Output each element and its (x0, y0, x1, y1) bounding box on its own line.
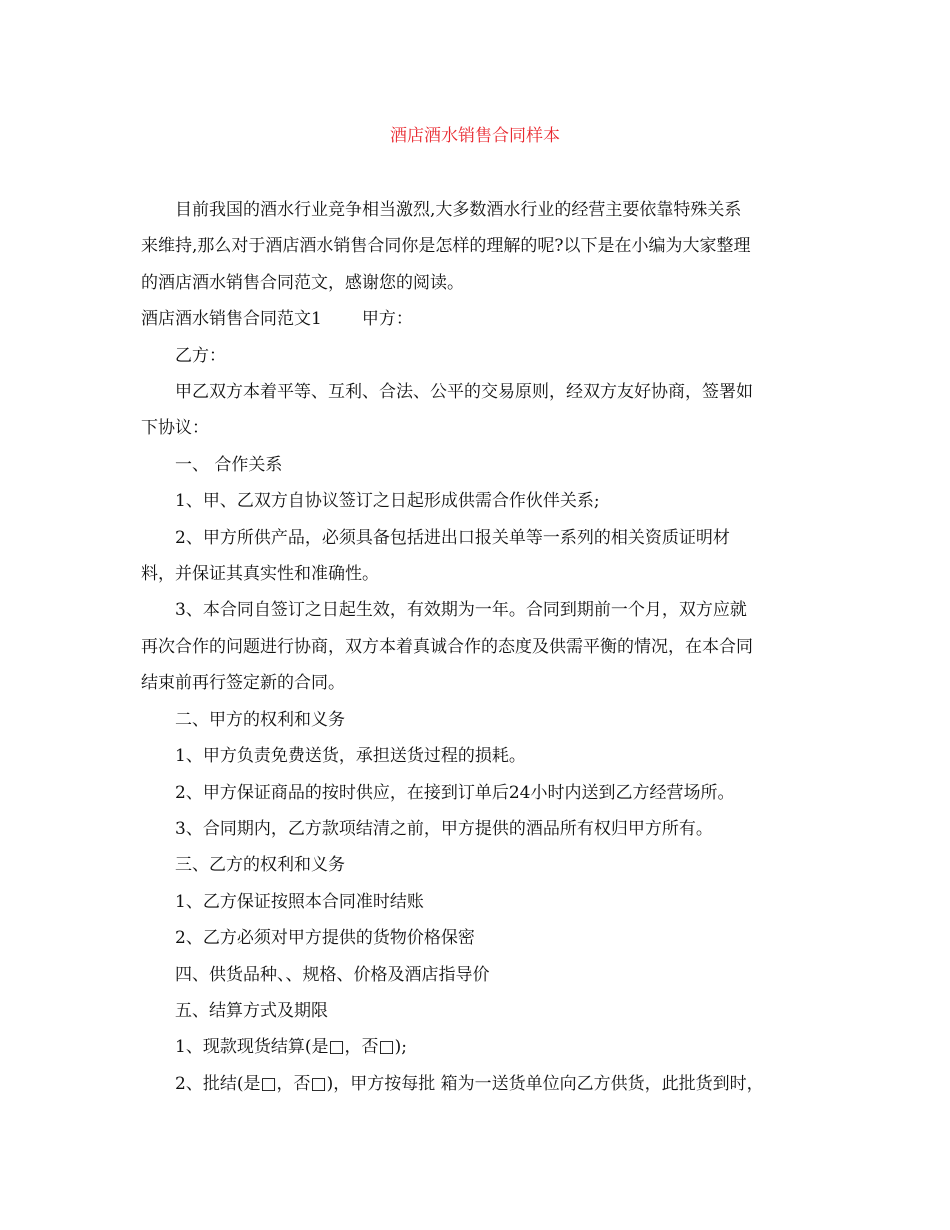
item-line: 3、本合同自签订之日起生效，有效期为一年。合同到期前一个月，双方应就 (175, 600, 747, 621)
preamble-paragraph (141, 374, 813, 447)
item-line: 2、甲方所供产品，必须具备包括进出口报关单等一系列的相关资质证明材 (175, 527, 730, 548)
section-1-title: 一、 合作关系 (175, 454, 283, 475)
intro-line: 的酒店酒水销售合同范文，感谢您的阅读。 (141, 272, 464, 293)
item-line: 2、批结(是□，否□)，甲方按每批 箱为一送货单位向乙方供货，此批货到时， (175, 1073, 764, 1094)
section-1-item-1: 1、甲、乙双方自协议签订之日起形成供需合作伙伴关系; (175, 491, 600, 512)
party-b-label: 乙方： (175, 345, 226, 366)
intro-line: 目前我国的酒水行业竞争相当激烈,大多数酒水行业的经营主要依靠特殊关系 (175, 200, 742, 220)
section-3-item-2: 2、乙方必须对甲方提供的货物价格保密 (175, 928, 475, 949)
document-body (141, 192, 813, 1102)
party-a-label: 甲方： (361, 309, 413, 330)
section-2-item-1: 1、甲方负责免费送货，承担送货过程的损耗。 (175, 746, 526, 767)
section-4-title: 四、供货品种、、规格、价格及酒店指导价 (175, 964, 490, 985)
section-5-title: 五、结算方式及期限 (175, 1000, 328, 1021)
section-5-item-1: 1、现款现货结算(是□，否□); (175, 1037, 407, 1058)
section-5-item-2 (141, 1066, 813, 1102)
section-1-item-2 (141, 520, 813, 593)
section-2-title: 二、甲方的权利和义务 (175, 709, 345, 730)
item-line: 料，并保证其真实性和准确性。 (141, 564, 379, 585)
intro-paragraph (141, 192, 813, 301)
item-line: 结束前再行签定新的合同。 (141, 673, 345, 694)
section-2-item-2: 2、甲方保证商品的按时供应，在接到订单后24小时内送到乙方经营场所。 (175, 782, 735, 803)
document-title: 酒店酒水销售合同样本 (390, 126, 560, 146)
section-3-title: 三、乙方的权利和义务 (175, 855, 345, 876)
section-2-item-3: 3、合同期内，乙方款项结清之前，甲方提供的酒品所有权归甲方所有。 (175, 818, 713, 839)
sample-heading-line (141, 301, 813, 337)
section-3-item-1: 1、乙方保证按照本合同准时结账 (175, 891, 424, 912)
sample-heading: 酒店酒水销售合同范文1 (141, 309, 322, 330)
section-1-item-3 (141, 592, 813, 701)
item-line: 再次合作的问题进行协商，双方本着真诚合作的态度及供需平衡的情况，在本合同 (141, 636, 753, 657)
preamble-line: 下协议： (141, 418, 209, 439)
intro-line: 来维持,那么对于酒店酒水销售合同你是怎样的理解的呢?以下是在小编为大家整理 (141, 236, 751, 257)
preamble-line: 甲乙双方本着平等、互利、合法、公平的交易原则，经双方友好协商，签署如 (175, 382, 753, 403)
